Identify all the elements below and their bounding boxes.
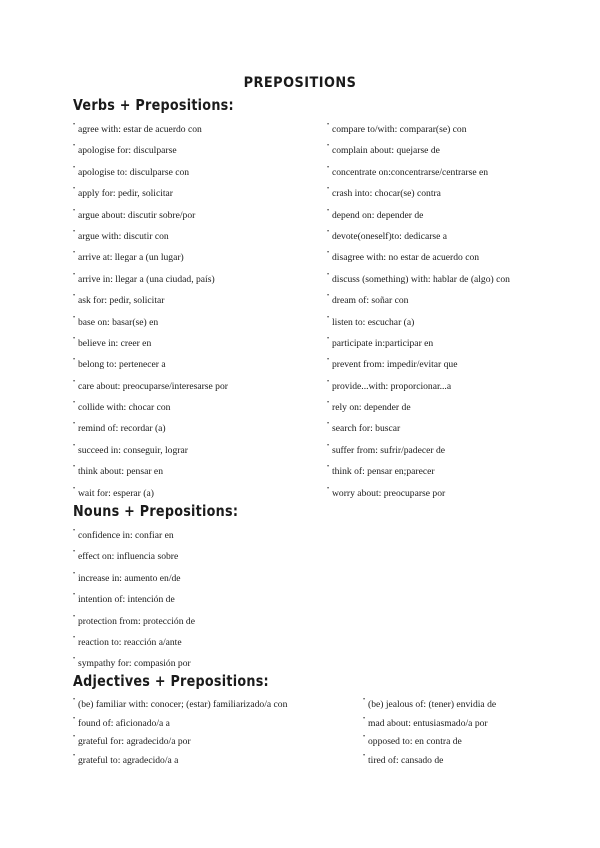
adjectives-list-left bbox=[73, 699, 287, 773]
list-item: • listen to: escuchar (a) bbox=[327, 317, 510, 338]
list-item: • apply for: pedir, solicitar bbox=[73, 188, 228, 209]
list-item: • succeed in: conseguir, lograr bbox=[73, 445, 228, 466]
page-title: PREPOSITIONS bbox=[243, 75, 357, 91]
list-item: • concentrate on:concentrarse/centrarse en bbox=[327, 167, 510, 188]
list-item: • participate in:participar en bbox=[327, 338, 510, 359]
list-item: • intention of: intención de bbox=[73, 594, 195, 615]
list-item: • mad about: entusiasmado/a por bbox=[363, 718, 496, 737]
list-item: • remind of: recordar (a) bbox=[73, 423, 228, 444]
list-item: • (be) jealous of: (tener) envidia de bbox=[363, 699, 496, 718]
verbs-heading: Verbs + Prepositions: bbox=[73, 96, 234, 114]
list-item: • depend on: depender de bbox=[327, 210, 510, 231]
list-item: • worry about: preocuparse por bbox=[327, 488, 510, 509]
list-item: • opposed to: en contra de bbox=[363, 736, 496, 755]
list-item: • prevent from: impedir/evitar que bbox=[327, 359, 510, 380]
list-item: • collide with: chocar con bbox=[73, 402, 228, 423]
list-item: • protection from: protección de bbox=[73, 616, 195, 637]
list-item: • apologise to: disculparse con bbox=[73, 167, 228, 188]
list-item: • believe in: creer en bbox=[73, 338, 228, 359]
list-item: • rely on: depender de bbox=[327, 402, 510, 423]
list-item: • devote(oneself)to: dedicarse a bbox=[327, 231, 510, 252]
list-item: • discuss (something) with: hablar de (algo) con bbox=[327, 274, 510, 295]
list-item: • think about: pensar en bbox=[73, 466, 228, 487]
verbs-list-right bbox=[327, 124, 510, 509]
list-item: • disagree with: no estar de acuerdo con bbox=[327, 252, 510, 273]
list-item: • tired of: cansado de bbox=[363, 755, 496, 774]
list-item: • dream of: soñar con bbox=[327, 295, 510, 316]
list-item: • base on: basar(se) en bbox=[73, 317, 228, 338]
list-item: • think of: pensar en;parecer bbox=[327, 466, 510, 487]
list-item: • crash into: chocar(se) contra bbox=[327, 188, 510, 209]
list-item: • suffer from: sufrir/padecer de bbox=[327, 445, 510, 466]
nouns-list bbox=[73, 530, 195, 680]
verbs-list-left bbox=[73, 124, 228, 509]
list-item: • argue with: discutir con bbox=[73, 231, 228, 252]
list-item: • complain about: quejarse de bbox=[327, 145, 510, 166]
list-item: • ask for: pedir, solicitar bbox=[73, 295, 228, 316]
list-item: • wait for: esperar (a) bbox=[73, 488, 228, 509]
list-item: • provide...with: proporcionar...a bbox=[327, 381, 510, 402]
adjectives-heading: Adjectives + Prepositions: bbox=[73, 672, 269, 690]
list-item: • effect on: influencia sobre bbox=[73, 551, 195, 572]
list-item: • compare to/with: comparar(se) con bbox=[327, 124, 510, 145]
list-item: • belong to: pertenecer a bbox=[73, 359, 228, 380]
list-item: • grateful for: agradecido/a por bbox=[73, 736, 287, 755]
list-item: • agree with: estar de acuerdo con bbox=[73, 124, 228, 145]
list-item: • search for: buscar bbox=[327, 423, 510, 444]
list-item: • grateful to: agradecido/a a bbox=[73, 755, 287, 774]
list-item: • arrive in: llegar a (una ciudad, país) bbox=[73, 274, 228, 295]
list-item: • argue about: discutir sobre/por bbox=[73, 210, 228, 231]
list-item: • arrive at: llegar a (un lugar) bbox=[73, 252, 228, 273]
list-item: • confidence in: confiar en bbox=[73, 530, 195, 551]
list-item: • (be) familiar with: conocer; (estar) familiarizado/a con bbox=[73, 699, 287, 718]
list-item: • apologise for: disculparse bbox=[73, 145, 228, 166]
list-item: • care about: preocuparse/interesarse por bbox=[73, 381, 228, 402]
adjectives-list-right bbox=[363, 699, 496, 773]
nouns-heading: Nouns + Prepositions: bbox=[73, 502, 239, 520]
list-item: • sympathy for: compasión por bbox=[73, 658, 195, 679]
list-item: • reaction to: reacción a/ante bbox=[73, 637, 195, 658]
list-item: • found of: aficionado/a a bbox=[73, 718, 287, 737]
list-item: • increase in: aumento en/de bbox=[73, 573, 195, 594]
